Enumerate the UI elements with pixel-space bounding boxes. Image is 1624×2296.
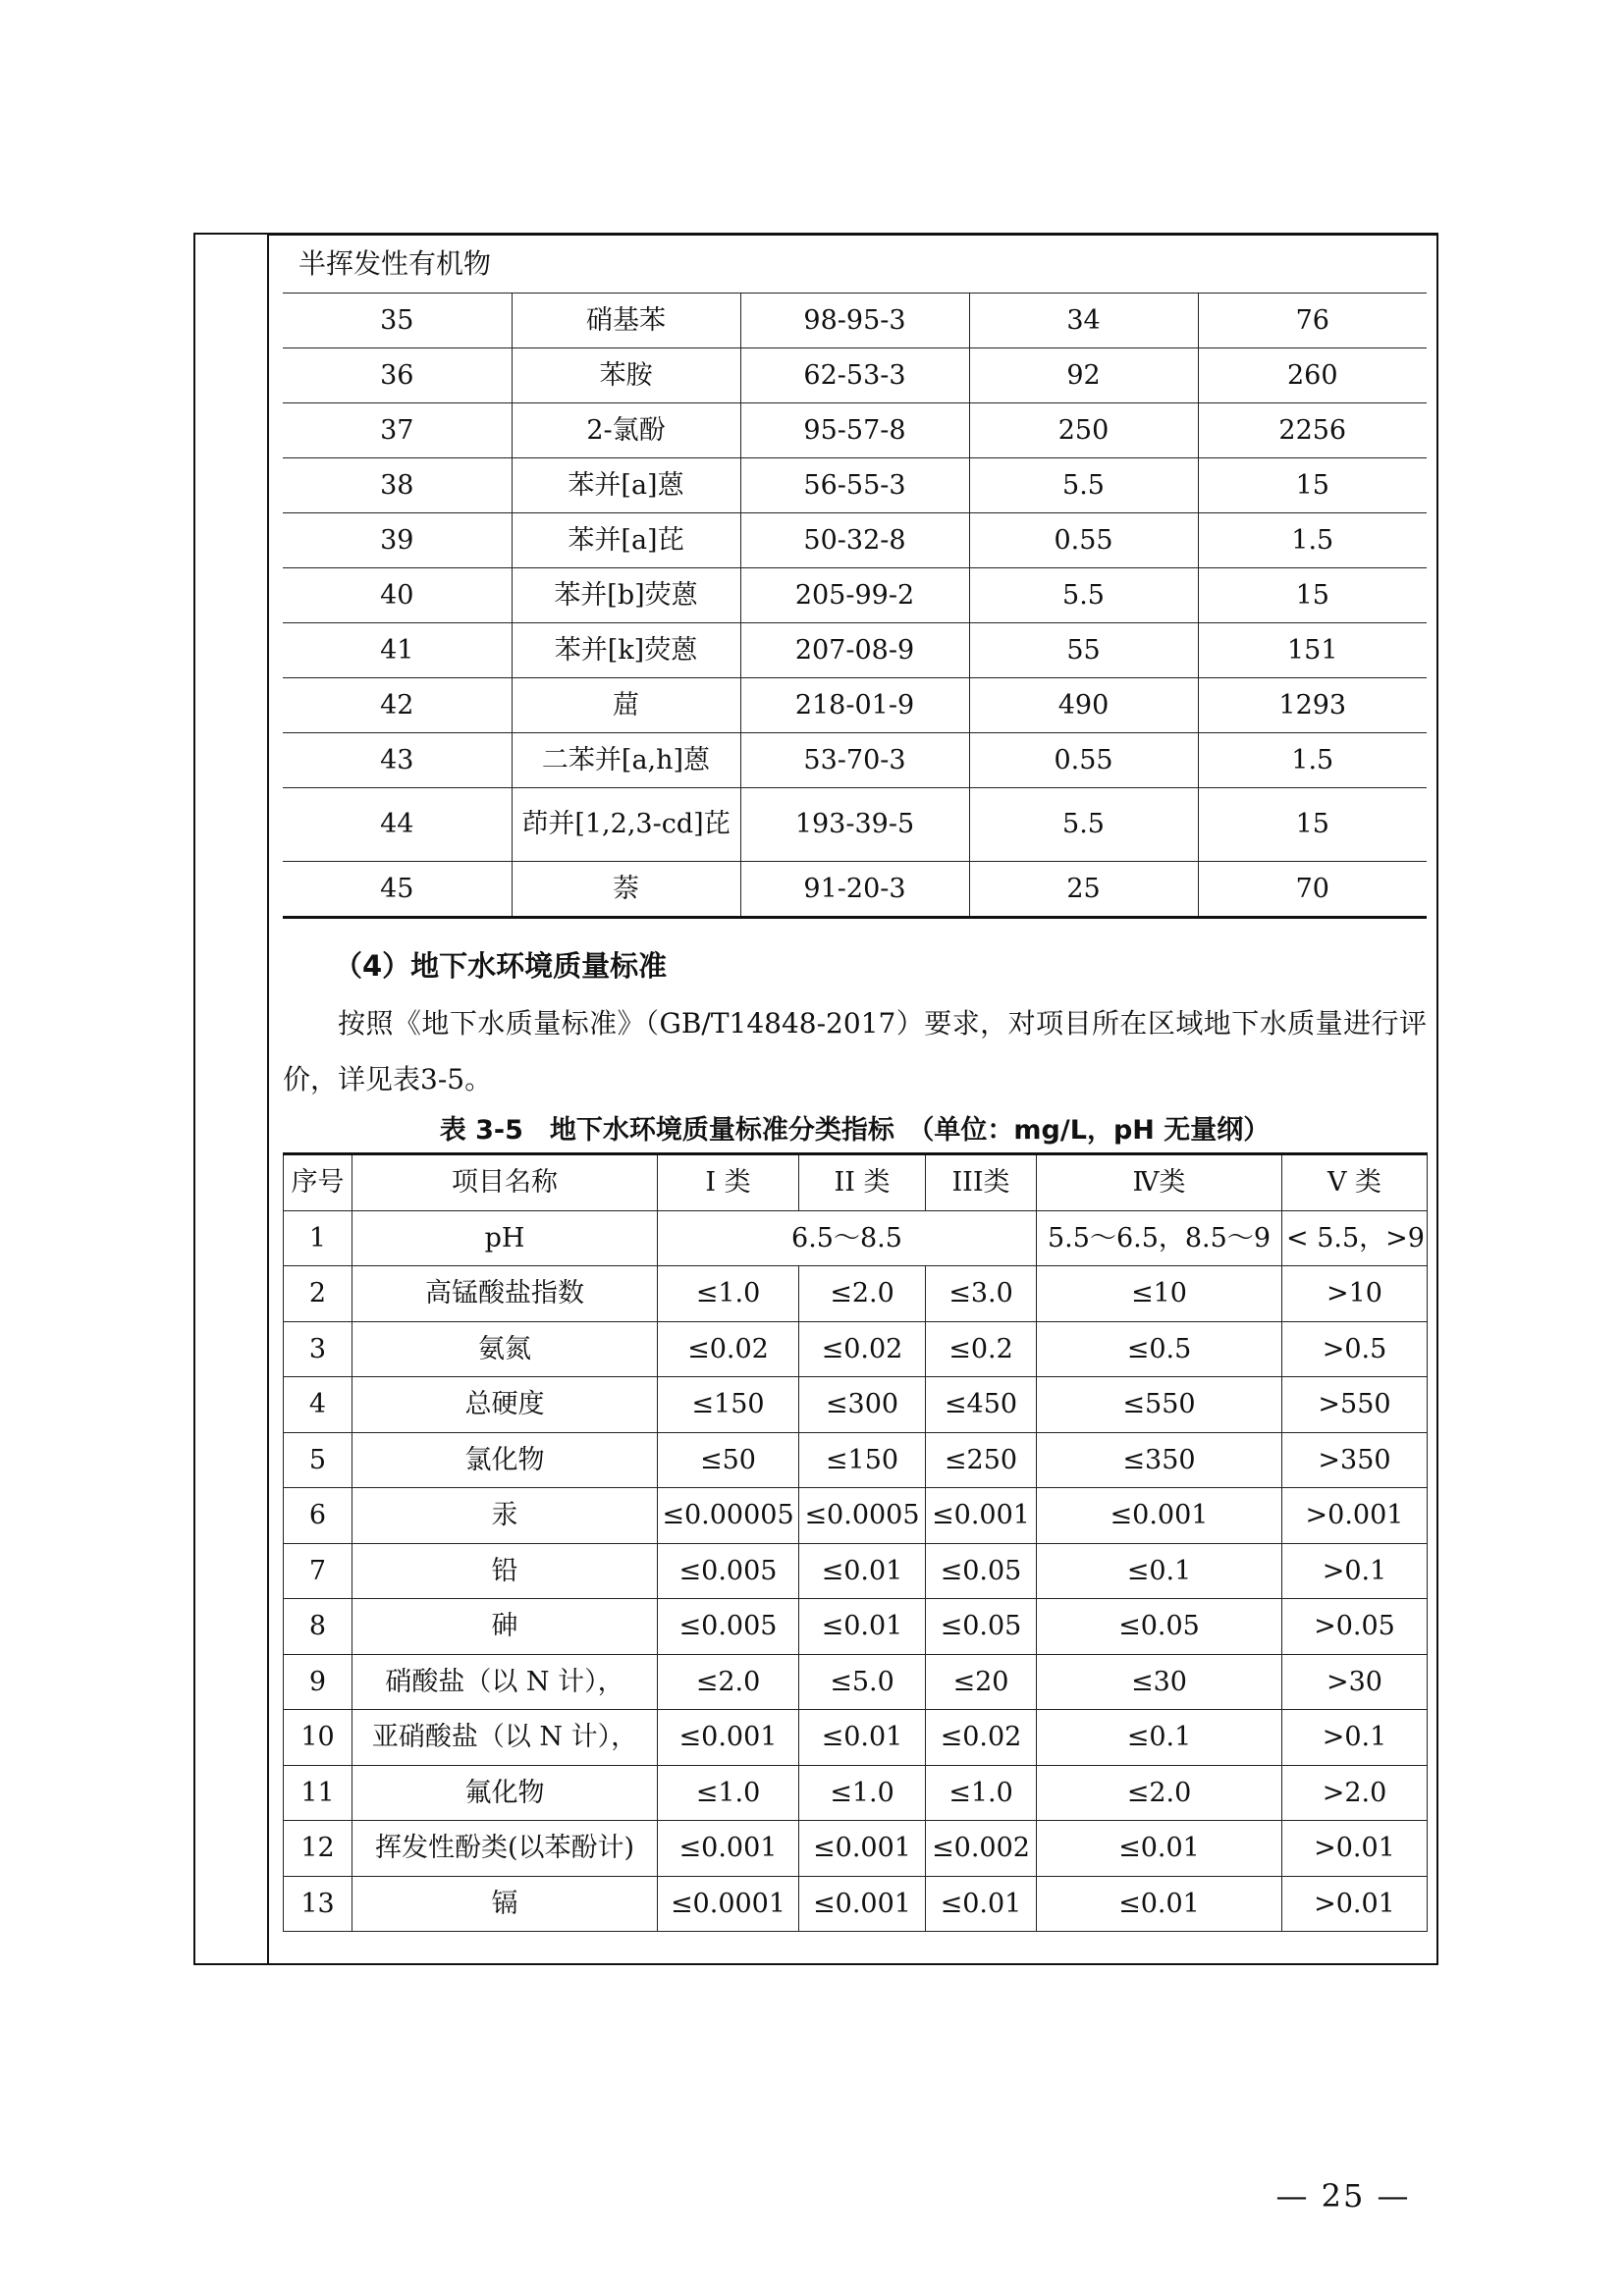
table-cell: >550	[1282, 1377, 1428, 1433]
table-cell: 50-32-8	[740, 513, 969, 568]
table-cell: 12	[284, 1821, 352, 1877]
table-row	[283, 513, 1427, 568]
table-cell: 氯化物	[352, 1432, 658, 1488]
table-cell: 1293	[1198, 678, 1427, 733]
table-cell: ≤2.0	[658, 1654, 799, 1710]
table-cell: ≤150	[658, 1377, 799, 1433]
groundwater-standard-table	[283, 1152, 1428, 1932]
table-row	[284, 1543, 1428, 1599]
table-cell: 0.55	[969, 733, 1198, 788]
table-cell: 37	[283, 403, 512, 458]
table-cell: 5.5～6.5，8.5～9	[1037, 1210, 1282, 1266]
table-cell: ≤1.0	[658, 1765, 799, 1821]
table-cell: ≤0.01	[799, 1710, 926, 1766]
table-cell: >0.01	[1282, 1821, 1428, 1877]
table-cell: 挥发性酚类(以苯酚计)	[352, 1821, 658, 1877]
table-cell: 70	[1198, 862, 1427, 918]
table-cell: >0.5	[1282, 1321, 1428, 1377]
section-heading: （4）地下水环境质量标准	[334, 949, 668, 983]
table-cell: 205-99-2	[740, 568, 969, 623]
table-cell: 35	[283, 294, 512, 348]
column-header: II 类	[799, 1154, 926, 1211]
table-cell: 15	[1198, 458, 1427, 513]
table-row	[284, 1765, 1428, 1821]
table-cell: 490	[969, 678, 1198, 733]
table-cell: ≤50	[658, 1432, 799, 1488]
table-cell: 9	[284, 1654, 352, 1710]
table-cell: 6	[284, 1488, 352, 1544]
table-cell: ≤0.02	[926, 1710, 1037, 1766]
table-cell: 91-20-3	[740, 862, 969, 918]
table-cell: ≤1.0	[926, 1765, 1037, 1821]
table-row	[284, 1654, 1428, 1710]
column-header: V 类	[1282, 1154, 1428, 1211]
table-cell: 苯并[b]荧蒽	[512, 568, 740, 623]
table-row	[283, 403, 1427, 458]
table-cell: 11	[284, 1765, 352, 1821]
table-cell: ≤1.0	[799, 1765, 926, 1821]
table-cell: < 5.5，>9	[1282, 1210, 1428, 1266]
table-cell: 苯并[a]蒽	[512, 458, 740, 513]
table-cell: 3	[284, 1321, 352, 1377]
table-cell: 1.5	[1198, 513, 1427, 568]
table-cell: >0.01	[1282, 1876, 1428, 1932]
table-cell: ≤0.001	[799, 1876, 926, 1932]
table-cell: ≤300	[799, 1377, 926, 1433]
table-cell: ≤3.0	[926, 1266, 1037, 1322]
table-cell: 苯并[a]芘	[512, 513, 740, 568]
table-cell: ≤350	[1037, 1432, 1282, 1488]
table-cell: 䓛	[512, 678, 740, 733]
table-cell: ≤5.0	[799, 1654, 926, 1710]
table-cell: ≤0.05	[1037, 1599, 1282, 1655]
table-cell: 5.5	[969, 788, 1198, 862]
table-cell: pH	[352, 1210, 658, 1266]
table-cell: 151	[1198, 623, 1427, 678]
table-row	[283, 458, 1427, 513]
table-row	[283, 623, 1427, 678]
table-cell: 5.5	[969, 458, 1198, 513]
table-cell: ≤0.1	[1037, 1543, 1282, 1599]
table-cell: ≤250	[926, 1432, 1037, 1488]
table-cell: 苯胺	[512, 348, 740, 403]
table-cell: 95-57-8	[740, 403, 969, 458]
table-cell: ≤0.01	[1037, 1821, 1282, 1877]
table-cell: 76	[1198, 294, 1427, 348]
table-cell: ≤0.1	[1037, 1710, 1282, 1766]
table-cell: ≤0.0001	[658, 1876, 799, 1932]
table-row	[284, 1488, 1428, 1544]
table-cell: 6.5～8.5	[658, 1210, 1037, 1266]
page-number: — 25 —	[1275, 2177, 1411, 2215]
table-cell: 41	[283, 623, 512, 678]
table-cell: 15	[1198, 788, 1427, 862]
column-header: 序号	[284, 1154, 352, 1211]
table-row	[284, 1876, 1428, 1932]
table-row	[283, 348, 1427, 403]
table-cell: ≤0.02	[658, 1321, 799, 1377]
table-row	[284, 1266, 1428, 1322]
table-cell: ≤2.0	[1037, 1765, 1282, 1821]
table-cell: 34	[969, 294, 1198, 348]
table-row	[283, 568, 1427, 623]
table-cell: 氨氮	[352, 1321, 658, 1377]
table-cell: 0.55	[969, 513, 1198, 568]
table-cell: 53-70-3	[740, 733, 969, 788]
table-cell: 7	[284, 1543, 352, 1599]
section-label: 半挥发性有机物	[283, 236, 1427, 294]
table-cell: 250	[969, 403, 1198, 458]
table-cell: 40	[283, 568, 512, 623]
table-cell: 39	[283, 513, 512, 568]
table-header-row	[284, 1154, 1428, 1211]
table-cell: 铅	[352, 1543, 658, 1599]
table-cell: >10	[1282, 1266, 1428, 1322]
table-cell: >2.0	[1282, 1765, 1428, 1821]
table-cell: 茚并[1,2,3-cd]芘	[512, 788, 740, 862]
table-cell: 1	[284, 1210, 352, 1266]
table-cell: 193-39-5	[740, 788, 969, 862]
table-cell: 218-01-9	[740, 678, 969, 733]
table-cell: 汞	[352, 1488, 658, 1544]
table-cell: 44	[283, 788, 512, 862]
table-row	[284, 1710, 1428, 1766]
table-cell: 苯并[k]荧蒽	[512, 623, 740, 678]
table-cell: 4	[284, 1377, 352, 1433]
column-header: Ⅳ类	[1037, 1154, 1282, 1211]
table-cell: 56-55-3	[740, 458, 969, 513]
table-cell: ≤0.001	[926, 1488, 1037, 1544]
table-cell: >0.1	[1282, 1543, 1428, 1599]
table-cell: ≤30	[1037, 1654, 1282, 1710]
table-cell: ≤20	[926, 1654, 1037, 1710]
table-row	[284, 1321, 1428, 1377]
document-body	[283, 236, 1427, 1932]
table-cell: ≤0.002	[926, 1821, 1037, 1877]
table-row	[284, 1599, 1428, 1655]
table-row	[284, 1432, 1428, 1488]
column-header: III类	[926, 1154, 1037, 1211]
table-cell: ≤2.0	[799, 1266, 926, 1322]
section-label-row	[283, 236, 1427, 294]
soil-standard-table	[283, 236, 1427, 919]
column-header: I 类	[658, 1154, 799, 1211]
table-cell: ≤0.001	[1037, 1488, 1282, 1544]
table-cell: ≤0.0005	[799, 1488, 926, 1544]
table-cell: ≤0.001	[658, 1710, 799, 1766]
table-row	[283, 294, 1427, 348]
table-cell: 二苯并[a,h]蒽	[512, 733, 740, 788]
table-cell: 萘	[512, 862, 740, 918]
table-cell: 2-氯酚	[512, 403, 740, 458]
table-row	[284, 1210, 1428, 1266]
table-cell: >350	[1282, 1432, 1428, 1488]
table-cell: 5.5	[969, 568, 1198, 623]
table-cell: ≤0.5	[1037, 1321, 1282, 1377]
table-cell: 氟化物	[352, 1765, 658, 1821]
table-row	[283, 733, 1427, 788]
table-cell: 总硬度	[352, 1377, 658, 1433]
table-cell: ≤550	[1037, 1377, 1282, 1433]
table-cell: >30	[1282, 1654, 1428, 1710]
table-cell: ≤0.005	[658, 1543, 799, 1599]
table-cell: 55	[969, 623, 1198, 678]
table-cell: 98-95-3	[740, 294, 969, 348]
table-cell: 镉	[352, 1876, 658, 1932]
table-cell: ≤0.005	[658, 1599, 799, 1655]
table-cell: 2	[284, 1266, 352, 1322]
table-caption: 表 3-5 地下水环境质量标准分类指标 （单位：mg/L，pH 无量纲）	[439, 1115, 1271, 1146]
table-cell: 13	[284, 1876, 352, 1932]
table-cell: 10	[284, 1710, 352, 1766]
table-cell: ≤0.05	[926, 1599, 1037, 1655]
table-row	[283, 862, 1427, 918]
table-row	[283, 788, 1427, 862]
column-header: 项目名称	[352, 1154, 658, 1211]
table-cell: ≤0.01	[799, 1599, 926, 1655]
table-row	[283, 678, 1427, 733]
table-row	[284, 1377, 1428, 1433]
table-cell: >0.001	[1282, 1488, 1428, 1544]
table-cell: 62-53-3	[740, 348, 969, 403]
table-cell: 260	[1198, 348, 1427, 403]
table-cell: 38	[283, 458, 512, 513]
table-cell: ≤0.01	[799, 1543, 926, 1599]
table-cell: >0.1	[1282, 1710, 1428, 1766]
table-cell: >0.05	[1282, 1599, 1428, 1655]
table-cell: 43	[283, 733, 512, 788]
table-cell: 5	[284, 1432, 352, 1488]
table-cell: ≤150	[799, 1432, 926, 1488]
table-cell: 亚硝酸盐（以 N 计），	[352, 1710, 658, 1766]
table-cell: ≤0.001	[799, 1821, 926, 1877]
table-cell: 42	[283, 678, 512, 733]
frame-divider	[267, 233, 269, 1965]
section-paragraph: 按照《地下水质量标准》（GB/T14848-2017）要求，对项目所在区域地下水质量进行评价，详见表3-5。	[283, 1007, 1427, 1095]
table-cell: 45	[283, 862, 512, 918]
table-cell: ≤0.001	[658, 1821, 799, 1877]
table-cell: ≤0.01	[1037, 1876, 1282, 1932]
table-cell: 硝酸盐（以 N 计），	[352, 1654, 658, 1710]
table-cell: 25	[969, 862, 1198, 918]
table-cell: 207-08-9	[740, 623, 969, 678]
table-cell: 92	[969, 348, 1198, 403]
table-cell: 15	[1198, 568, 1427, 623]
table-cell: ≤10	[1037, 1266, 1282, 1322]
table-cell: ≤0.2	[926, 1321, 1037, 1377]
table-cell: 8	[284, 1599, 352, 1655]
table-cell: ≤0.05	[926, 1543, 1037, 1599]
table-cell: 砷	[352, 1599, 658, 1655]
table-cell: ≤1.0	[658, 1266, 799, 1322]
table-cell: 2256	[1198, 403, 1427, 458]
table-cell: ≤0.02	[799, 1321, 926, 1377]
table-cell: 36	[283, 348, 512, 403]
table-cell: 硝基苯	[512, 294, 740, 348]
table-cell: 1.5	[1198, 733, 1427, 788]
table-cell: ≤0.01	[926, 1876, 1037, 1932]
table-cell: ≤450	[926, 1377, 1037, 1433]
table-cell: 高锰酸盐指数	[352, 1266, 658, 1322]
table-cell: ≤0.00005	[658, 1488, 799, 1544]
table-row	[284, 1821, 1428, 1877]
